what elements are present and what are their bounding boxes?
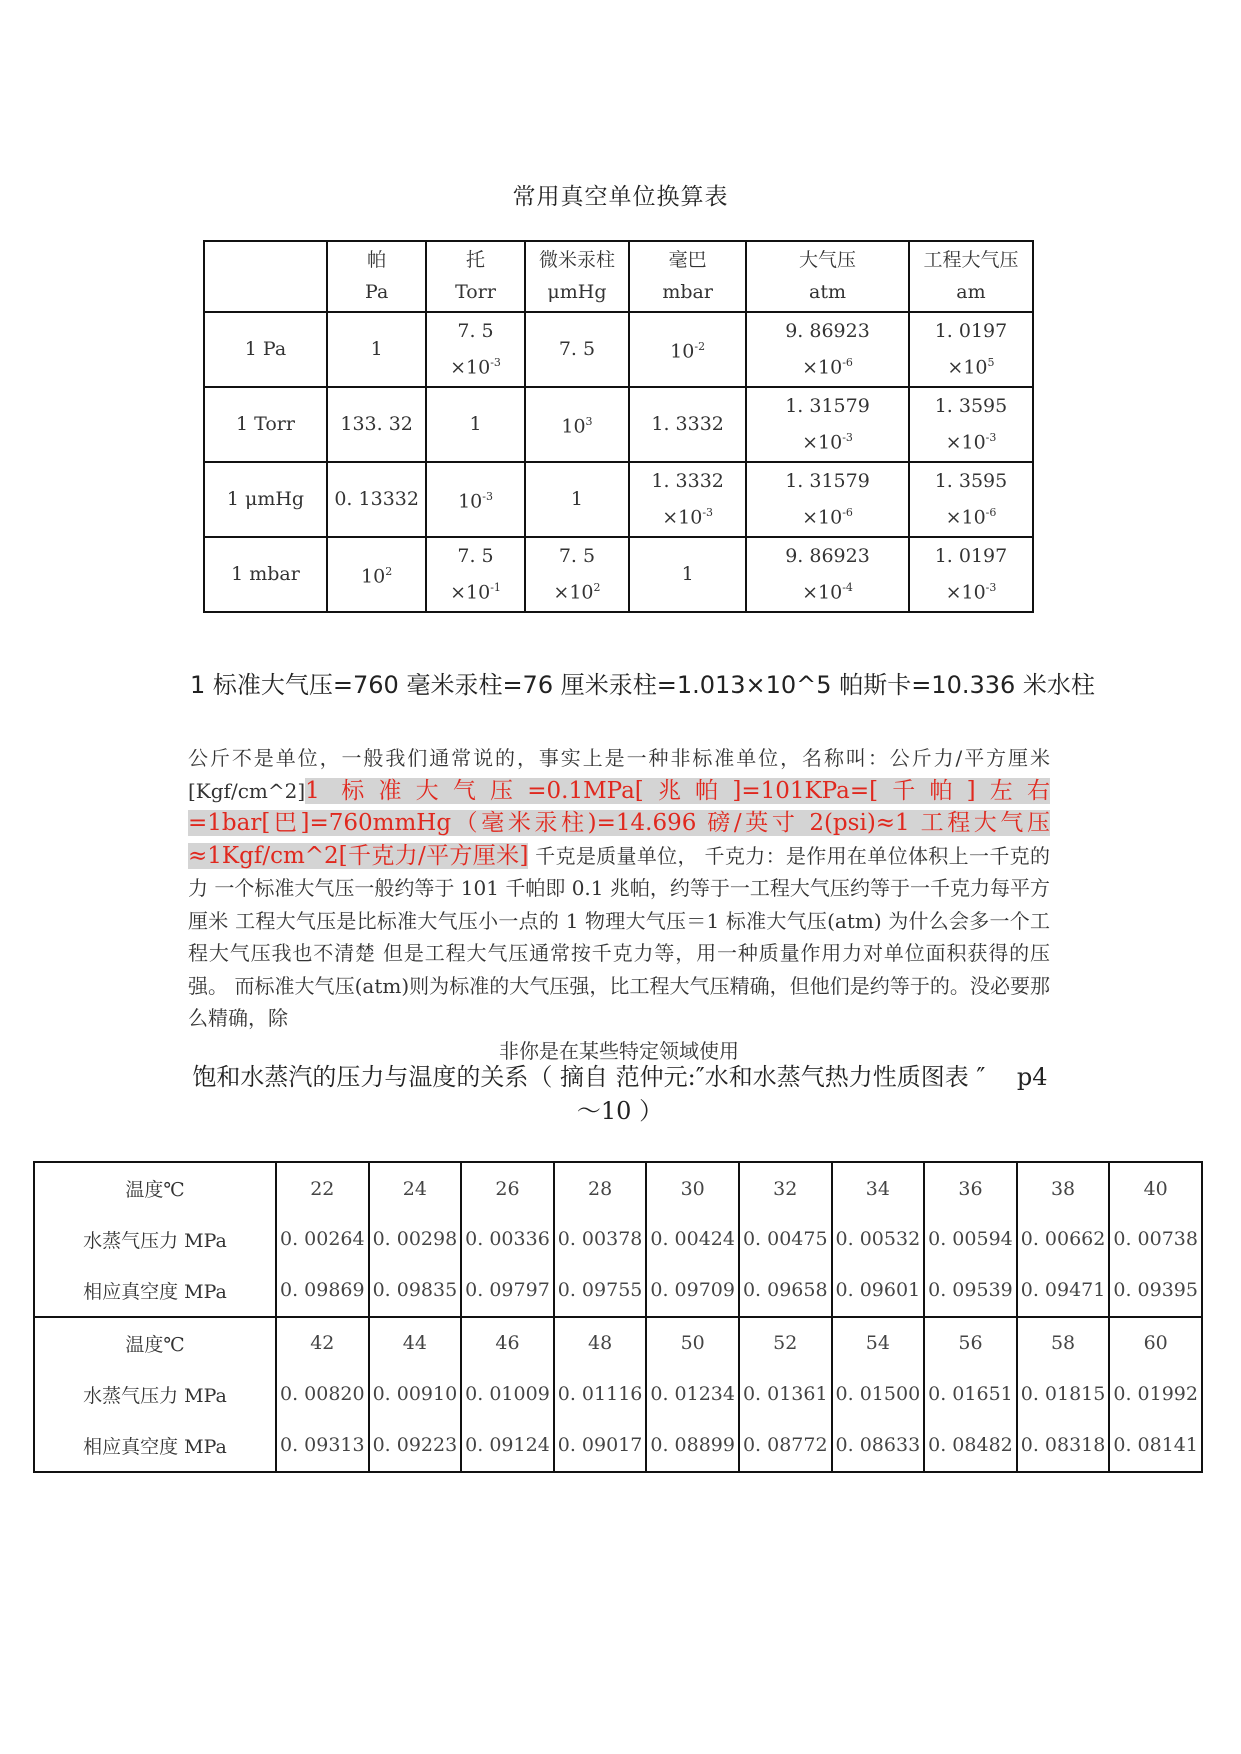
steam-value-cell: 0. 01992 — [1109, 1369, 1202, 1420]
unit-symbol: mbar — [662, 281, 713, 304]
value-times-ten: ×10 — [802, 356, 843, 379]
value-exponent: -3 — [482, 490, 493, 504]
value-mantissa — [332, 556, 421, 592]
value-multiplier — [751, 422, 904, 458]
value-mantissa — [634, 331, 741, 367]
steam-value-cell: 0. 00662 — [1017, 1214, 1110, 1265]
paragraph-intro: 公斤不是单位，一般我们通常说的，事实上是一种非标准单位，名称叫：公斤力/平方厘米[Kgf/cm^2] — [188, 746, 1050, 803]
conversion-value-cell — [746, 537, 909, 612]
unit-name-cn: 帕 — [367, 249, 387, 272]
conversion-row — [204, 312, 1033, 387]
steam-row-label: 相应真空度 MPa — [34, 1420, 276, 1472]
steam-value-cell: 0. 09313 — [276, 1420, 369, 1472]
steam-value-cell: 0. 00820 — [276, 1369, 369, 1420]
value-exponent: -3 — [842, 431, 853, 445]
steam-value-cell: 40 — [1109, 1162, 1202, 1214]
row-unit-label: 1 μmHg — [204, 462, 327, 537]
steam-value-cell: 0. 01009 — [461, 1369, 554, 1420]
value-exponent: 2 — [385, 565, 393, 579]
steam-value-cell: 0. 09755 — [554, 1265, 647, 1317]
value-exponent: -3 — [985, 581, 997, 595]
steam-value-cell: 0. 09539 — [924, 1265, 1017, 1317]
value-times-ten: ×10 — [945, 506, 986, 529]
value-times-ten: ×10 — [802, 506, 843, 529]
steam-value-cell: 0. 08318 — [1017, 1420, 1110, 1472]
value-number: 10 — [561, 415, 586, 438]
steam-value-cell: 0. 01651 — [924, 1369, 1017, 1420]
value-multiplier — [751, 572, 904, 608]
steam-value-cell: 54 — [832, 1317, 925, 1369]
value-times-ten: ×10 — [450, 581, 491, 604]
steam-value-cell: 0. 09601 — [832, 1265, 925, 1317]
steam-value-cell: 46 — [461, 1317, 554, 1369]
steam-value-cell: 0. 00378 — [554, 1214, 647, 1265]
steam-row-label: 相应真空度 MPa — [34, 1265, 276, 1317]
standard-atm-formula: 1 标准大气压=760 毫米汞柱=76 厘米汞柱=1.013×10^5 帕斯卡=10.336 米水柱 — [190, 671, 1095, 699]
value-number: 0. 13332 — [334, 488, 419, 511]
steam-value-cell: 0. 00264 — [276, 1214, 369, 1265]
value-number: 1. 3595 — [934, 395, 1008, 418]
value-mantissa — [914, 465, 1028, 497]
value-mantissa — [332, 333, 421, 365]
value-mantissa — [634, 408, 741, 440]
conversion-value-cell — [525, 312, 630, 387]
value-multiplier — [431, 572, 519, 608]
value-times-ten: ×10 — [553, 581, 594, 604]
value-multiplier — [914, 422, 1028, 458]
value-mantissa — [530, 483, 625, 515]
row-unit-label: 1 mbar — [204, 537, 327, 612]
row-unit-label: 1 Torr — [204, 387, 327, 462]
value-mantissa — [431, 540, 519, 572]
value-exponent: 2 — [593, 581, 601, 595]
unit-name-cn: 工程大气压 — [923, 249, 1019, 272]
value-number: 1. 31579 — [785, 395, 870, 418]
value-mantissa — [530, 333, 625, 365]
value-exponent: -3 — [490, 356, 501, 370]
unit-symbol: Torr — [455, 281, 496, 304]
value-exponent: -3 — [702, 506, 714, 520]
header-corner-cell — [204, 241, 327, 312]
steam-value-cell: 44 — [369, 1317, 462, 1369]
conversion-value-cell — [525, 462, 630, 537]
steam-value-cell: 0. 09658 — [739, 1265, 832, 1317]
highlighted-equivalence: 1 标准大气压=0.1MPa[兆帕]=101KPa=[千帕]左右=1bar[巴]=760mmHg（毫米汞柱)=14.696 磅/英寸 2(psi)≈1 工程大气压≈1Kgf/cm^2[千克力/平方厘米] — [188, 777, 1050, 869]
value-times-ten: ×10 — [662, 506, 703, 529]
steam-value-cell: 34 — [832, 1162, 925, 1214]
row-unit-label: 1 Pa — [204, 312, 327, 387]
unit-symbol: atm — [809, 281, 846, 304]
conversion-value-cell — [909, 312, 1033, 387]
value-number: 7. 5 — [558, 338, 596, 361]
value-exponent: -2 — [694, 340, 706, 354]
unit-symbol: Pa — [365, 281, 389, 304]
value-times-ten: ×10 — [802, 581, 843, 604]
unit-conversion-table — [203, 240, 1034, 613]
steam-value-cell: 0. 08482 — [924, 1420, 1017, 1472]
value-exponent: -6 — [842, 356, 853, 370]
value-mantissa — [751, 390, 904, 422]
conversion-row — [204, 387, 1033, 462]
steam-value-cell: 0. 08633 — [832, 1420, 925, 1472]
steam-value-cell: 52 — [739, 1317, 832, 1369]
unit-symbol: am — [956, 281, 986, 304]
steam-value-cell: 56 — [924, 1317, 1017, 1369]
value-number: 7. 5 — [457, 320, 494, 343]
value-number: 1. 31579 — [785, 470, 870, 493]
steam-value-cell: 26 — [461, 1162, 554, 1214]
steam-row-label: 温度℃ — [34, 1162, 276, 1214]
value-exponent: -4 — [842, 581, 853, 595]
value-mantissa — [530, 406, 625, 442]
value-multiplier — [914, 572, 1028, 608]
value-mantissa — [751, 465, 904, 497]
conversion-value-cell — [629, 312, 746, 387]
value-times-ten: ×10 — [945, 581, 986, 604]
conversion-row — [204, 537, 1033, 612]
value-times-ten: ×10 — [945, 431, 986, 454]
value-exponent: 3 — [585, 415, 593, 429]
steam-value-cell: 0. 09017 — [554, 1420, 647, 1472]
value-mantissa — [751, 540, 904, 572]
unit-symbol: μmHg — [547, 281, 607, 304]
steam-value-cell: 0. 09835 — [369, 1265, 462, 1317]
steam-value-cell: 0. 09124 — [461, 1420, 554, 1472]
value-mantissa — [431, 481, 519, 517]
steam-value-cell: 22 — [276, 1162, 369, 1214]
conversion-value-cell — [746, 387, 909, 462]
value-mantissa — [634, 558, 741, 590]
steam-value-cell: 0. 08772 — [739, 1420, 832, 1472]
vapor-pressure-row — [34, 1214, 1202, 1265]
value-number: 1. 3332 — [651, 413, 724, 436]
value-times-ten: ×10 — [802, 431, 843, 454]
value-multiplier — [751, 347, 904, 383]
conversion-value-cell — [746, 462, 909, 537]
conversion-row — [204, 462, 1033, 537]
unit-header-cell — [909, 241, 1033, 312]
steam-value-cell: 50 — [646, 1317, 739, 1369]
unit-header-cell — [746, 241, 909, 312]
value-mantissa — [332, 483, 421, 515]
value-mantissa — [431, 408, 519, 440]
value-number: 1. 0197 — [934, 545, 1008, 568]
steam-value-cell: 0. 09395 — [1109, 1265, 1202, 1317]
unit-name-cn: 毫巴 — [668, 249, 707, 272]
vapor-pressure-row — [34, 1369, 1202, 1420]
steam-value-cell: 0. 09223 — [369, 1420, 462, 1472]
unit-name-cn: 大气压 — [798, 249, 856, 272]
steam-value-cell: 0. 00910 — [369, 1369, 462, 1420]
value-exponent: -6 — [985, 506, 997, 520]
value-mantissa — [914, 315, 1028, 347]
temperature-row — [34, 1317, 1202, 1369]
value-mantissa — [914, 390, 1028, 422]
unit-header-cell — [629, 241, 746, 312]
conversion-value-cell — [909, 537, 1033, 612]
value-exponent: -1 — [490, 581, 501, 595]
value-multiplier — [751, 497, 904, 533]
value-mantissa — [431, 315, 519, 347]
steam-value-cell: 60 — [1109, 1317, 1202, 1369]
value-times-ten: ×10 — [450, 356, 491, 379]
conversion-value-cell — [327, 387, 426, 462]
steam-value-cell: 0. 00532 — [832, 1214, 925, 1265]
conversion-value-cell — [629, 462, 746, 537]
steam-value-cell: 0. 08899 — [646, 1420, 739, 1472]
steam-row-label: 水蒸气压力 MPa — [34, 1369, 276, 1420]
conversion-value-cell — [909, 462, 1033, 537]
conversion-header-row — [204, 241, 1033, 312]
conversion-value-cell — [426, 537, 524, 612]
value-multiplier — [634, 497, 741, 533]
vacuum-row — [34, 1265, 1202, 1317]
paragraph-last-line: 非你是在某些特定领域使用 — [499, 1038, 739, 1063]
value-number: 1 — [469, 413, 482, 436]
steam-value-cell: 0. 09709 — [646, 1265, 739, 1317]
steam-value-cell: 0. 00298 — [369, 1214, 462, 1265]
value-number: 10 — [458, 490, 483, 513]
explanation-paragraph — [188, 742, 1050, 1067]
steam-value-cell: 28 — [554, 1162, 647, 1214]
steam-value-cell: 48 — [554, 1317, 647, 1369]
conversion-table-title: 常用真空单位换算表 — [512, 184, 729, 210]
paragraph-body: 千克是质量单位， 千克力：是作用在单位体积上一千克的力 一个标准大气压一般约等于 101 千帕即 0.1 兆帕，约等于一工程大气压约等于一千克力每平方厘米 工程大气压是比标准大气压小一点的 1 物理大气压＝1 标准大气压(atm) 为什么会多一个工程大气压我也不清楚 但是工程大气压通常按千克力等，用一种质量作用力对单位面积获得的压强。 而标准大气压(atm)则为标准的大气压强，比工程大气压精确，但他们是约等于的。没必要那么精确，除 — [188, 843, 1050, 1030]
value-multiplier — [914, 497, 1028, 533]
value-exponent: -3 — [985, 431, 997, 445]
steam-value-cell: 0. 01815 — [1017, 1369, 1110, 1420]
steam-value-cell: 0. 01500 — [832, 1369, 925, 1420]
temperature-row — [34, 1162, 1202, 1214]
value-mantissa — [914, 540, 1028, 572]
value-number: 1. 0197 — [934, 320, 1008, 343]
value-number: 7. 5 — [457, 545, 494, 568]
value-multiplier — [914, 347, 1028, 383]
steam-table-title: 饱和水蒸汽的压力与温度的关系（ 摘自 范仲元:″水和水蒸气热力性质图表 ″ p4～10 ） — [192, 1063, 1048, 1125]
vacuum-row — [34, 1420, 1202, 1472]
steam-row-label: 温度℃ — [34, 1317, 276, 1369]
conversion-value-cell — [426, 462, 524, 537]
conversion-value-cell — [629, 537, 746, 612]
conversion-value-cell — [525, 537, 630, 612]
value-mantissa — [530, 540, 625, 572]
steam-value-cell: 0. 09869 — [276, 1265, 369, 1317]
steam-value-cell: 0. 00475 — [739, 1214, 832, 1265]
value-number: 10 — [670, 340, 695, 363]
steam-value-cell: 0. 09471 — [1017, 1265, 1110, 1317]
conversion-value-cell — [525, 387, 630, 462]
steam-value-cell: 42 — [276, 1317, 369, 1369]
value-number: 9. 86923 — [785, 545, 870, 568]
unit-name-cn: 托 — [466, 249, 486, 272]
value-mantissa — [634, 465, 741, 497]
steam-value-cell: 30 — [646, 1162, 739, 1214]
conversion-value-cell — [629, 387, 746, 462]
value-number: 1. 3332 — [651, 470, 724, 493]
steam-value-cell: 0. 00336 — [461, 1214, 554, 1265]
steam-value-cell: 0. 01361 — [739, 1369, 832, 1420]
conversion-value-cell — [746, 312, 909, 387]
conversion-value-cell — [426, 387, 524, 462]
value-number: 1 — [570, 488, 583, 511]
value-number: 10 — [361, 565, 386, 588]
steam-value-cell: 0. 08141 — [1109, 1420, 1202, 1472]
value-multiplier — [530, 572, 625, 608]
value-number: 7. 5 — [558, 545, 596, 568]
steam-pressure-table — [33, 1161, 1203, 1473]
conversion-value-cell — [426, 312, 524, 387]
value-multiplier — [431, 347, 519, 383]
value-number: 133. 32 — [340, 413, 413, 436]
steam-row-label: 水蒸气压力 MPa — [34, 1214, 276, 1265]
conversion-value-cell — [909, 387, 1033, 462]
value-exponent: -6 — [842, 506, 853, 520]
value-number: 1 — [681, 563, 694, 586]
steam-value-cell: 0. 00424 — [646, 1214, 739, 1265]
steam-value-cell: 58 — [1017, 1317, 1110, 1369]
steam-value-cell: 38 — [1017, 1162, 1110, 1214]
unit-name-cn: 微米汞柱 — [538, 249, 615, 272]
value-mantissa — [751, 315, 904, 347]
steam-value-cell: 0. 01116 — [554, 1369, 647, 1420]
steam-value-cell: 0. 09797 — [461, 1265, 554, 1317]
conversion-value-cell — [327, 462, 426, 537]
steam-value-cell: 0. 00594 — [924, 1214, 1017, 1265]
steam-value-cell: 36 — [924, 1162, 1017, 1214]
conversion-value-cell — [327, 312, 426, 387]
value-number: 9. 86923 — [785, 320, 870, 343]
value-mantissa — [332, 408, 421, 440]
steam-value-cell: 24 — [369, 1162, 462, 1214]
value-exponent: 5 — [987, 356, 995, 370]
unit-header-cell — [426, 241, 524, 312]
steam-value-cell: 32 — [739, 1162, 832, 1214]
value-number: 1. 3595 — [934, 470, 1008, 493]
value-times-ten: ×10 — [947, 356, 988, 379]
unit-header-cell — [327, 241, 426, 312]
conversion-value-cell — [327, 537, 426, 612]
unit-header-cell — [525, 241, 630, 312]
steam-value-cell: 0. 01234 — [646, 1369, 739, 1420]
steam-value-cell: 0. 00738 — [1109, 1214, 1202, 1265]
value-number: 1 — [370, 338, 383, 361]
